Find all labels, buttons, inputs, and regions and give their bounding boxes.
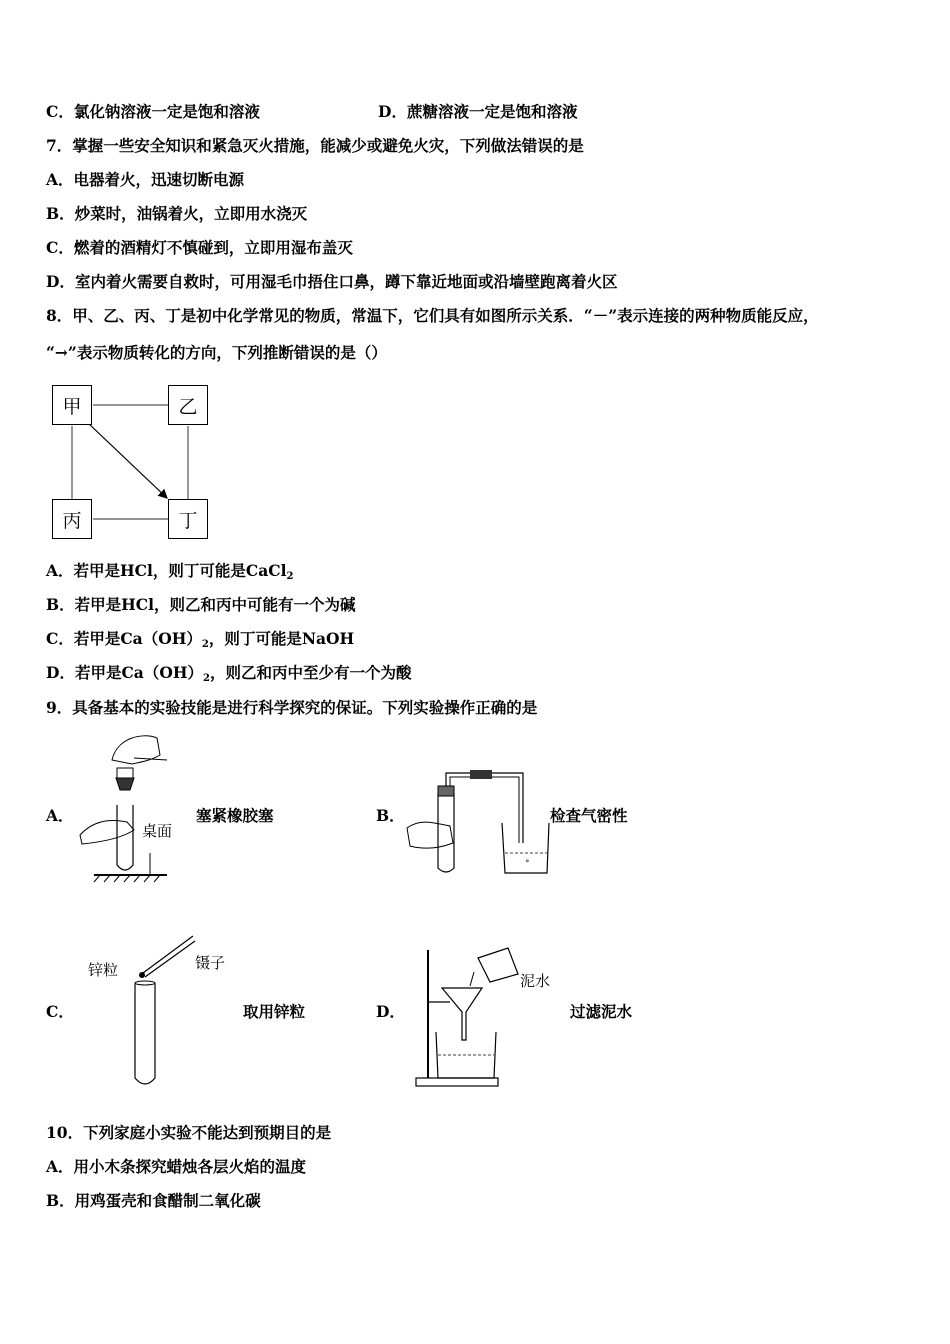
q6-option-d: D．蔗糖溶液一定是饱和溶液: [378, 102, 578, 121]
q8-option-a: A．若甲是HCl，则丁可能是CaCl$_2$: [46, 561, 294, 582]
q9-b-figure: [405, 768, 555, 878]
q9-a-figure: [72, 730, 197, 885]
q10-stem: 10．下列家庭小实验不能达到预期目的是: [46, 1123, 332, 1142]
arrow-jia-to-ding: [88, 423, 167, 498]
box-jia: 甲: [52, 385, 92, 425]
q9-d-figure: [410, 940, 570, 1090]
q9-d-caption: 过滤泥水: [570, 1002, 633, 1021]
q8-stem-line1: 8．甲、乙、丙、丁是初中化学常见的物质，常温下，它们具有如图所示关系．“－”表示连接的两种物质能反应，: [46, 306, 819, 325]
q6-option-c: C．氯化钠溶液一定是饱和溶液: [46, 102, 260, 121]
q8-stem-line2: “→”表示物质转化的方向，下列推断错误的是（）: [46, 343, 387, 362]
stopper-insertion-illustration: [72, 730, 197, 885]
q9-c-letter: C．: [46, 1002, 74, 1021]
q7-option-a: A．电器着火，迅速切断电源: [46, 170, 245, 189]
filtration-illustration: [410, 940, 570, 1090]
q9-a-letter: A．: [46, 806, 74, 825]
q9-c-figure: [85, 928, 245, 1093]
q10-option-b: B．用鸡蛋壳和食醋制二氧化碳: [46, 1191, 261, 1210]
q8-option-d: D．若甲是$Ca(OH)_2$，则乙和丙中至少有一个为酸: [46, 663, 412, 684]
q9-d-label-muddy-water: 泥水: [520, 972, 551, 990]
q7-option-b: B．炒菜时，油锅着火，立即用水浇灭: [46, 204, 308, 223]
q9-stem: 9．具备基本的实验技能是进行科学探究的保证。下列实验操作正确的是: [46, 698, 538, 717]
airtightness-check-illustration: [405, 768, 555, 878]
q8-option-c: C．若甲是$Ca(OH)_2$，则丁可能是NaOH: [46, 629, 355, 650]
q8-relationship-diagram: [50, 385, 215, 545]
q8-option-b: B．若甲是HCl，则乙和丙中可能有一个为碱: [46, 595, 356, 614]
q10-option-a: A．用小木条探究蜡烛各层火焰的温度: [46, 1157, 307, 1176]
q9-c-label-tweezers: 镊子: [195, 954, 226, 972]
box-bing: 丙: [52, 499, 92, 539]
q7-option-d: D．室内着火需要自救时，可用湿毛巾捂住口鼻，蹲下靠近地面或沿墙壁跑离着火区: [46, 272, 618, 291]
q9-c-caption: 取用锌粒: [243, 1002, 306, 1021]
box-yi: 乙: [168, 385, 208, 425]
svg-text:°: °: [525, 859, 530, 869]
q9-c-label-zinc: 锌粒: [88, 961, 119, 979]
q9-d-letter: D．: [376, 1002, 405, 1021]
box-ding: 丁: [168, 499, 208, 539]
q9-b-letter: B．: [376, 806, 405, 825]
q9-a-caption: 塞紧橡胶塞: [196, 806, 274, 825]
q9-a-label-table: 桌面: [142, 822, 173, 840]
q9-b-caption: 检查气密性: [550, 806, 628, 825]
q7-option-c: C．燃着的酒精灯不慎碰到，立即用湿布盖灭: [46, 238, 353, 257]
q7-stem: 7．掌握一些安全知识和紧急灭火措施，能减少或避免火灾，下列做法错误的是: [46, 136, 584, 155]
